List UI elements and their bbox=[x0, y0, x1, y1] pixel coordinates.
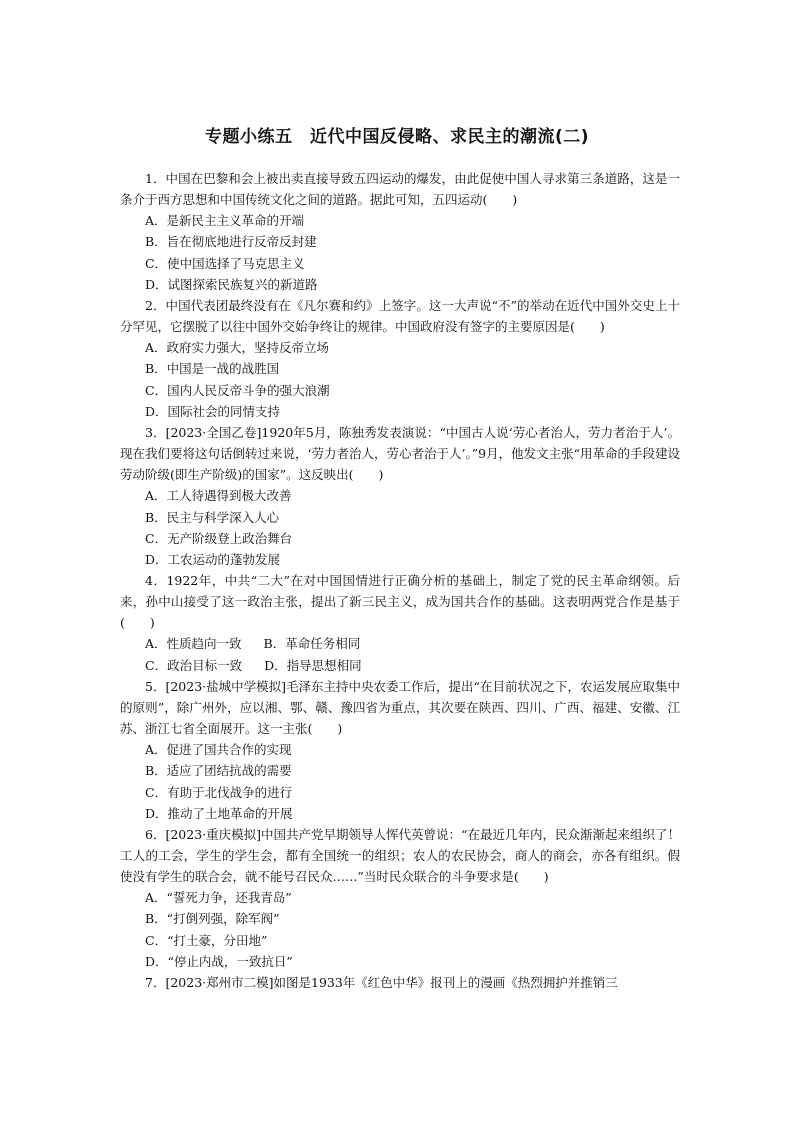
question-7-stem: 7．[2023·郑州市二模]如图是1933年《红色中华》报刊上的漫画《热烈拥护并推销三 bbox=[145, 974, 618, 990]
question-5-stem: 5．[2023·盐城中学模拟]毛泽东主持中央农委工作后，提出“在目前状况之下，农运发展应取集中的原则”，除广州外，应以湘、鄂、赣、豫四省为重点，其次要在陕西、四川、广西、福建、安徽、江苏、浙江七省全面展开。这一主张( ) bbox=[120, 678, 680, 737]
question-2-option-b: B．中国是一战的战胜国 bbox=[145, 361, 280, 377]
question-3-option-d: D．工农运动的蓬勃发展 bbox=[145, 551, 281, 567]
question-4-option-c: C．政治目标一致 bbox=[145, 657, 243, 673]
page-title: 专题小练五 近代中国反侵略、求民主的潮流(二) bbox=[204, 127, 590, 147]
question-1-option-a: A．是新民主主义革命的开端 bbox=[145, 213, 305, 229]
question-5-option-a: A．促进了国共合作的实现 bbox=[145, 742, 292, 758]
question-6-option-b: B．“打倒列强，除军阀” bbox=[145, 911, 280, 927]
question-5-option-b: B．适应了团结抗战的需要 bbox=[145, 763, 292, 779]
question-3-option-a: A．工人待遇得到极大改善 bbox=[145, 488, 292, 504]
question-4-option-row bbox=[120, 655, 680, 676]
question-4-option-row bbox=[120, 633, 680, 654]
question-4-option-d: D．指导思想相同 bbox=[264, 657, 362, 673]
question-1-option-d: D．试图探索民族复兴的新道路 bbox=[145, 276, 318, 292]
question-1-stem: 1．中国在巴黎和会上被出卖直接导致五四运动的爆发，由此促使中国人寻求第三条道路，这是一条介于西方思想和中国传统文化之间的道路。据此可知，五四运动( ) bbox=[120, 171, 680, 208]
question-5-option-c: C．有助于北伐战争的进行 bbox=[145, 784, 293, 800]
question-3-option-c: C．无产阶级登上政治舞台 bbox=[145, 530, 293, 546]
question-4-option-a: A．性质趋向一致 bbox=[145, 636, 242, 652]
question-2-option-c: C．国内人民反帝斗争的强大浪潮 bbox=[145, 382, 330, 398]
question-6-stem: 6．[2023·重庆模拟]中国共产党早期领导人恽代英曾说：“在最近几年内，民众渐渐起来组织了！工人的工会，学生的学生会，都有全国统一的组织；农人的农民协会，商人的商会，亦各有组织。假使没有学生的联合会，就不能号召民众……”当时民众联合的斗争要求是( ) bbox=[120, 826, 680, 885]
question-6-option-c: C．“打土豪，分田地” bbox=[145, 932, 268, 948]
question-6-option-d: D．“停止内战，一致抗日” bbox=[145, 953, 293, 969]
question-3-stem: 3．[2023·全国乙卷]1920年5月，陈独秀发表演说：“中国古人说‘劳心者治人，劳力者治于人’。现在我们要将这句话倒转过来说，‘劳力者治人，劳心者治于人’。”9月，他发文主张“用革命的手段建设劳动阶级(即生产阶级)的国家”。这反映出( ) bbox=[120, 424, 680, 483]
question-2-option-d: D．国际社会的同情支持 bbox=[145, 403, 281, 419]
question-2-option-a: A．政府实力强大，坚持反帝立场 bbox=[145, 340, 330, 356]
question-2-stem: 2．中国代表团最终没有在《凡尔赛和约》上签字。这一大声说“不”的举动在近代中国外交史上十分罕见，它摆脱了以往中国外交始争终让的规律。中国政府没有签字的主要原因是( ) bbox=[120, 297, 680, 335]
question-1-option-b: B．旨在彻底地进行反帝反封建 bbox=[145, 234, 317, 250]
question-4-option-b: B．革命任务相同 bbox=[263, 636, 361, 652]
question-5-option-d: D．推动了土地革命的开展 bbox=[145, 805, 293, 821]
question-4-stem: 4．1922年，中共“二大”在对中国国情进行正确分析的基础上，制定了党的民主革命纲领。后来，孙中山接受了这一政治主张，提出了新三民主义，成为国共合作的基础。这表明两党合作是基于( ) bbox=[120, 572, 680, 631]
question-3-option-b: B．民主与科学深入人心 bbox=[145, 509, 280, 525]
question-6-option-a: A．“誓死力争，还我青岛” bbox=[145, 890, 292, 906]
question-1-option-c: C．使中国选择了马克思主义 bbox=[145, 255, 305, 271]
question-list bbox=[120, 168, 680, 993]
